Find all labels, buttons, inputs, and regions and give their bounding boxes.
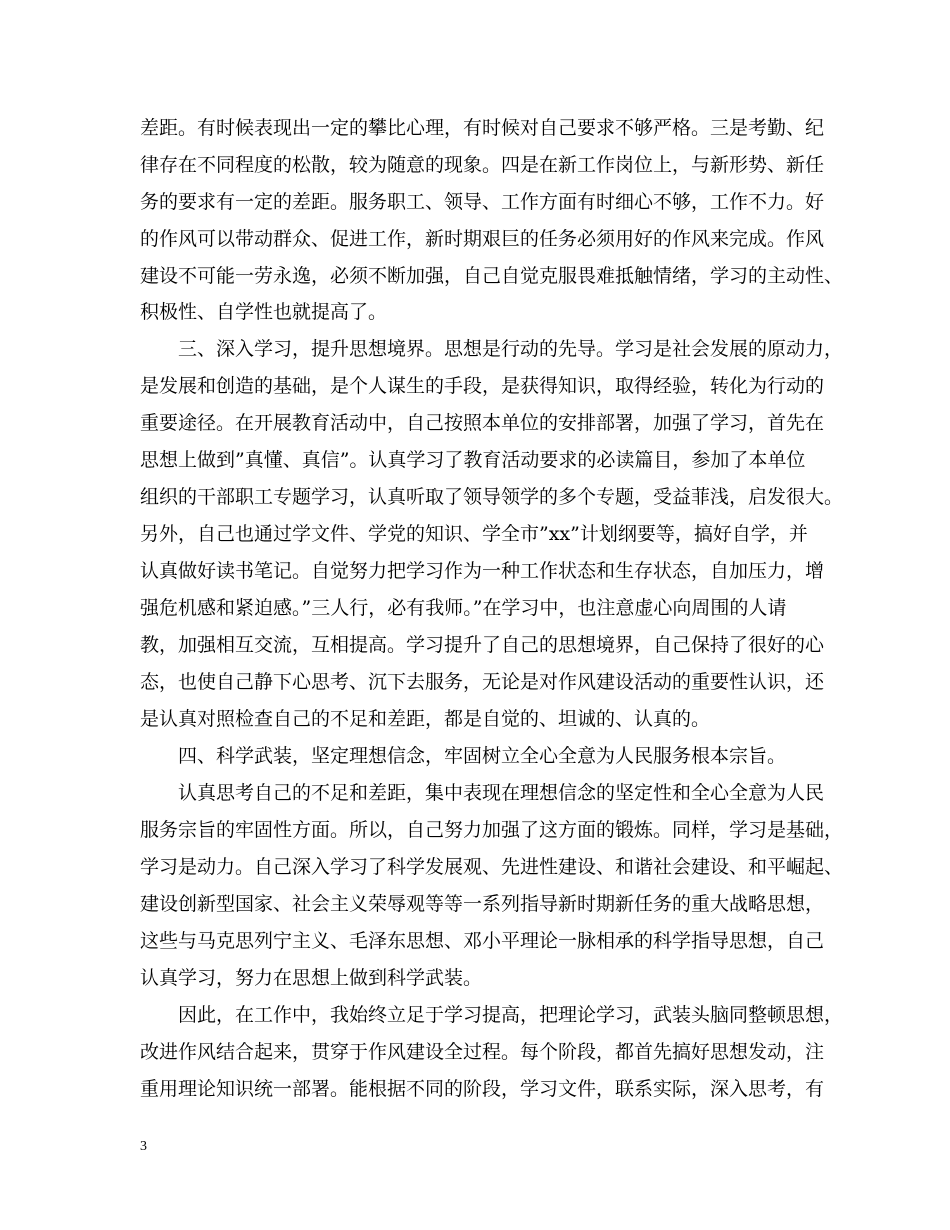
text-line: 建设不可能一劳永逸，必须不断加强，自己自觉克服畏难抵触情绪，学习的主动性、 (140, 265, 844, 287)
text-line: 态，也使自己静下心思考、沉下去服务，无论是对作风建设活动的重要性认识，还 (140, 671, 825, 693)
text-line: 重用理论知识统一部署。能根据不同的阶段，学习文件，联系实际，深入思考，有 (140, 1078, 825, 1100)
text-line: 重要途径。在开展教育活动中，自己按照本单位的安排部署，加强了学习，首先在 (140, 412, 825, 434)
text-line: 认真思考自己的不足和差距，集中表现在理想信念的坚定性和全心全意为人民 (178, 782, 825, 804)
text-line: 是发展和创造的基础，是个人谋生的手段，是获得知识，取得经验，转化为行动的 (140, 375, 825, 397)
text-line: 认真做好读书笔记。自觉努力把学习作为一种工作状态和生存状态，自加压力，增 (140, 560, 825, 582)
text-line: 教，加强相互交流，互相提高。学习提升了自己的思想境界，自己保持了很好的心 (140, 634, 825, 656)
text-line: 强危机感和紧迫感。”三人行，必有我师。”在学习中，也注意虚心向周围的人请 (140, 597, 787, 619)
text-line: 学习是动力。自己深入学习了科学发展观、先进性建设、和谐社会建设、和平崛起、 (140, 856, 844, 878)
text-line: 务的要求有一定的差距。服务职工、领导、工作方面有时细心不够，工作不力。好 (140, 191, 825, 213)
text-line: 服务宗旨的牢固性方面。所以，自己努力加强了这方面的锻炼。同样，学习是基础， (140, 819, 844, 841)
text-line: 另外，自己也通过学文件、学党的知识、学全市”xx”计划纲要等，搞好自学，并 (140, 523, 808, 545)
text-line: 建设创新型国家、社会主义荣辱观等等一系列指导新时期新任务的重大战略思想， (140, 893, 825, 915)
text-line: 思想上做到”真懂、真信”。认真学习了教育活动要求的必读篇目，参加了本单位 (140, 449, 806, 471)
section-heading-3: 三、深入学习，提升思想境界。思想是行动的先导。学习是社会发展的原动力， (178, 338, 844, 360)
text-line: 认真学习，努力在思想上做到科学武装。 (140, 967, 483, 989)
section-heading-4: 四、科学武装，坚定理想信念，牢固树立全心全意为人民服务根本宗旨。 (178, 745, 787, 767)
text-line: 差距。有时候表现出一定的攀比心理，有时候对自己要求不够严格。三是考勤、纪 (140, 117, 825, 139)
text-line: 这些与马克思列宁主义、毛泽东思想、邓小平理论一脉相承的科学指导思想，自己 (140, 930, 825, 952)
page-number: 3 (140, 1139, 147, 1154)
text-line: 组织的干部职工专题学习，认真听取了领导领学的多个专题，受益菲浅，启发很大。 (140, 486, 844, 508)
text-line: 的作风可以带动群众、促进工作，新时期艰巨的任务必须用好的作风来完成。作风 (140, 228, 825, 250)
text-line: 律存在不同程度的松散，较为随意的现象。四是在新工作岗位上，与新形势、新任 (140, 154, 825, 176)
text-line: 是认真对照检查自己的不足和差距，都是自觉的、坦诚的、认真的。 (140, 708, 711, 730)
text-line: 改进作风结合起来，贯穿于作风建设全过程。每个阶段，都首先搞好思想发动，注 (140, 1041, 825, 1063)
text-line: 因此，在工作中，我始终立足于学习提高，把理论学习，武装头脑同整顿思想， (178, 1004, 844, 1026)
text-line: 积极性、自学性也就提高了。 (140, 301, 388, 323)
